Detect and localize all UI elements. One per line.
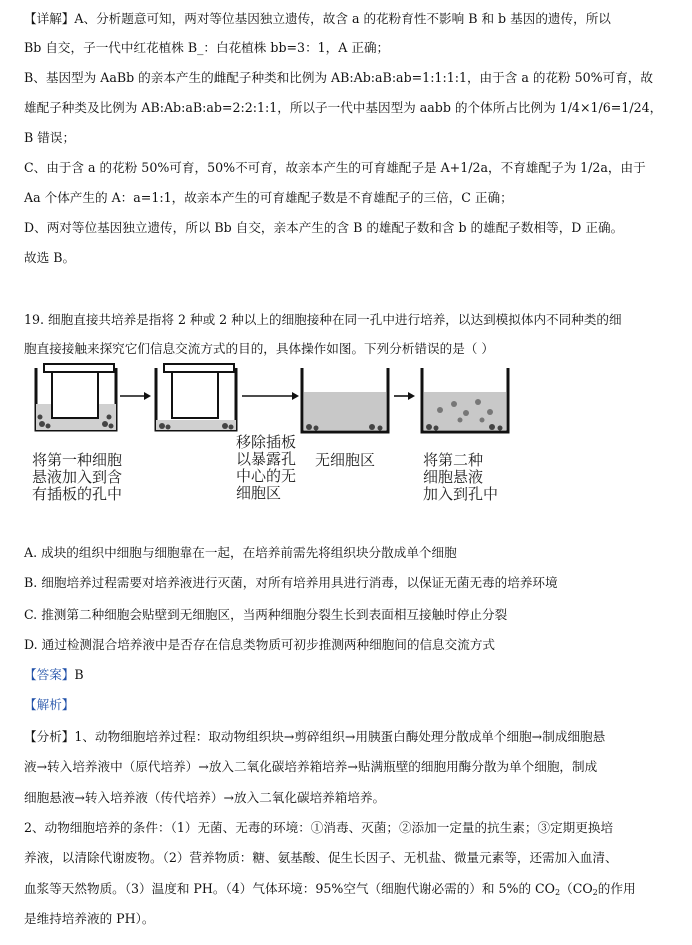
arrow-3 <box>394 392 415 400</box>
analysis-p1-line1: 【分析】1、动物细胞培养过程：取动物组织块→剪碎组织→用胰蛋白酶处理分散成单个细胞→制成细胞悬 <box>24 729 606 744</box>
step3-caption: 无细胞区 <box>315 451 376 469</box>
analysis-p1-line2: 液→转入培养液中（原代培养）→放入二氧化碳培养箱培养→贴满瓶壁的细胞用酶分散为单个细胞，制成 <box>24 759 598 774</box>
explanation-b-line2: 雄配子种类及比例为 AB:Ab:aB:ab=2:2:1:1，所以子一代中基因型为 aabb 的个体所占比例为 1/4×1/6=1/24， <box>24 100 663 115</box>
explanation-a-line2: Bb 自交，子一代中红花植株 B_：白花植株 bb=3：1，A 正确； <box>24 40 390 55</box>
co-culture-figure <box>30 360 530 530</box>
co2-subscript: 2 <box>592 888 598 897</box>
option-b: B. 细胞培养过程需要对培养液进行灭菌，对所有培养用具进行消毒，以保证无菌无毒的培养环境 <box>24 575 558 590</box>
explanation-choose: 故选 B。 <box>24 250 76 265</box>
step2-caption: 移除插板 以暴露孔 中心的无 细胞区 <box>236 433 297 502</box>
analysis-p2-line2: 养液，以清除代谢废物。（2）营养物质：糖、氨基酸、促生长因子、无机盐、微量元素等，还需加入血清、 <box>24 850 618 865</box>
well-cell-free-zone <box>302 368 388 432</box>
explanation-c-line2: Aa 个体产生的 A：a=1:1，故亲本产生的可育雄配子数是不育雄配子的三倍，C 正确； <box>24 190 513 205</box>
arrow-1 <box>120 392 151 400</box>
explanation-b-line1: B、基因型为 AaBb 的亲本产生的雌配子种类和比例为 AB:Ab:aB:ab=1:1:1:1，由于含 a 的花粉 50%可育，故 <box>24 70 653 85</box>
explanation-c-line1: C、由于含 a 的花粉 50%可育，50%不可育，故亲本产生的可育雄配子是 A+1/2a，不育雄配子为 1/2a，由于 <box>24 160 646 175</box>
well-with-insert-2 <box>156 364 236 430</box>
answer-label: 【答案】 <box>24 667 75 682</box>
explanation-a-line1: 【详解】A、分析题意可知，两对等位基因独立遗传，故含 a 的花粉育性不影响 B 和 b 基因的遗传，所以 <box>24 11 611 26</box>
explanation-d-line1: D、两对等位基因独立遗传，所以 Bb 自交，亲本产生的含 B 的雄配子数和含 b 的雄配子数相等，D 正确。 <box>24 220 624 235</box>
analysis-p2-line1: 2、动物细胞培养的条件：（1）无菌、无毒的环境：①消毒、灭菌；②添加一定量的抗生素；③定期更换培 <box>24 820 614 835</box>
co2-subscript: 2 <box>555 888 561 897</box>
step4-caption: 将第二种 细胞悬液 加入到孔中 <box>423 451 499 503</box>
well-second-cells <box>422 368 508 432</box>
analysis-p1-line3: 细胞悬液→转入培养液（传代培养）→放入二氧化碳培养箱培养。 <box>24 790 386 805</box>
option-c: C. 推测第二种细胞会贴壁到无细胞区，当两种细胞分裂生长到表面相互接触时停止分裂 <box>24 607 508 622</box>
analysis-p2-line4: 是维持培养液的 PH）。 <box>24 911 155 926</box>
question-line1: 19. 细胞直接共培养是指将 2 种或 2 种以上的细胞接种在同一孔中进行培养，以达到模拟体内不同种类的细 <box>24 312 622 327</box>
option-a: A. 成块的组织中细胞与细胞靠在一起，在培养前需先将组织块分散成单个细胞 <box>24 545 457 560</box>
well-with-insert-1 <box>36 364 116 430</box>
analysis-section-label: 【分析】 <box>24 729 75 744</box>
explanation-b-line3: B 错误； <box>24 130 76 145</box>
explanation-label: 【详解】 <box>24 11 75 26</box>
arrow-2 <box>242 392 299 400</box>
option-d: D. 通过检测混合培养液中是否存在信息类物质可初步推测两种细胞间的信息交流方式 <box>24 637 496 652</box>
analysis-label: 【解析】 <box>24 697 75 712</box>
answer-line <box>24 666 674 684</box>
answer-value: B <box>74 667 84 682</box>
step1-caption: 将第一种细胞 悬液加入到含 有插板的孔中 <box>32 451 123 503</box>
analysis-p2-line3: 血浆等天然物质。（3）温度和 PH。（4）气体环境：95%空气（细胞代谢必需的）和 5%的 $CO_2(CO_2$的作用 <box>24 881 636 897</box>
question-line2: 胞直接接触来探究它们信息交流方式的目的，具体操作如图。下列分析错误的是（ ） <box>24 341 494 356</box>
